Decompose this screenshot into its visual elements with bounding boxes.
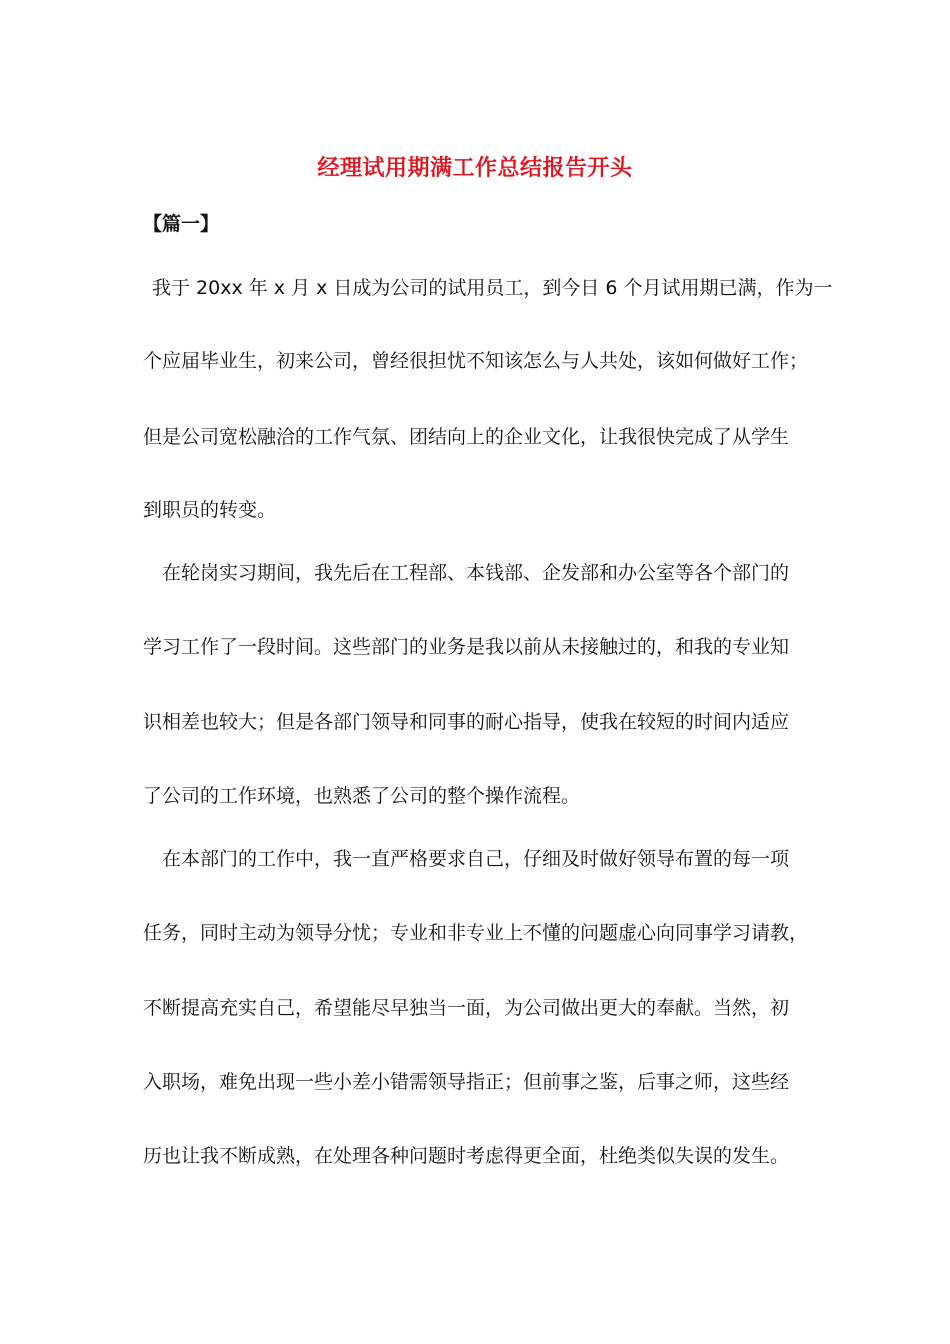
paragraph-line: 在本部门的工作中，我一直严格要求自己，仔细及时做好领导布置的每一项 (162, 848, 790, 870)
paragraph-line: 个应届毕业生，初来公司，曾经很担忧不知该怎么与人共处，该如何做好工作； (143, 350, 809, 372)
paragraph-line: 任务，同时主动为领导分忧；专业和非专业上不懂的问题虚心向同事学习请教， (143, 922, 809, 944)
section-label: 【篇一】 (143, 213, 220, 235)
paragraph-line: 在轮岗实习期间，我先后在工程部、本钱部、企发部和办公室等各个部门的 (162, 562, 790, 584)
document-title: 经理试用期满工作总结报告开头 (317, 156, 633, 181)
paragraph-line: 了公司的工作环境，也熟悉了公司的整个操作流程。 (143, 785, 581, 807)
paragraph-line: 学习工作了一段时间。这些部门的业务是我以前从未接触过的，和我的专业知 (143, 636, 790, 658)
paragraph-line: 历也让我不断成熟，在处理各种问题时考虑得更全面，杜绝类似失误的发生。 (143, 1145, 790, 1167)
paragraph-line: 识相差也较大；但是各部门领导和同事的耐心指导，使我在较短的时间内适应 (143, 711, 790, 733)
paragraph-line: 但是公司宽松融洽的工作气氛、团结向上的企业文化，让我很快完成了从学生 (143, 426, 790, 448)
paragraph-line: 入职场，难免出现一些小差小错需领导指正；但前事之鉴，后事之师，这些经 (143, 1071, 790, 1093)
paragraph-line: 到职员的转变。 (143, 499, 277, 521)
paragraph-line: 不断提高充实自己，希望能尽早独当一面，为公司做出更大的奉献。当然，初 (143, 997, 790, 1019)
paragraph-line: 我于 20xx 年 x 月 x 日成为公司的试用员工，到今日 6 个月试用期已满，作为一 (152, 277, 833, 299)
